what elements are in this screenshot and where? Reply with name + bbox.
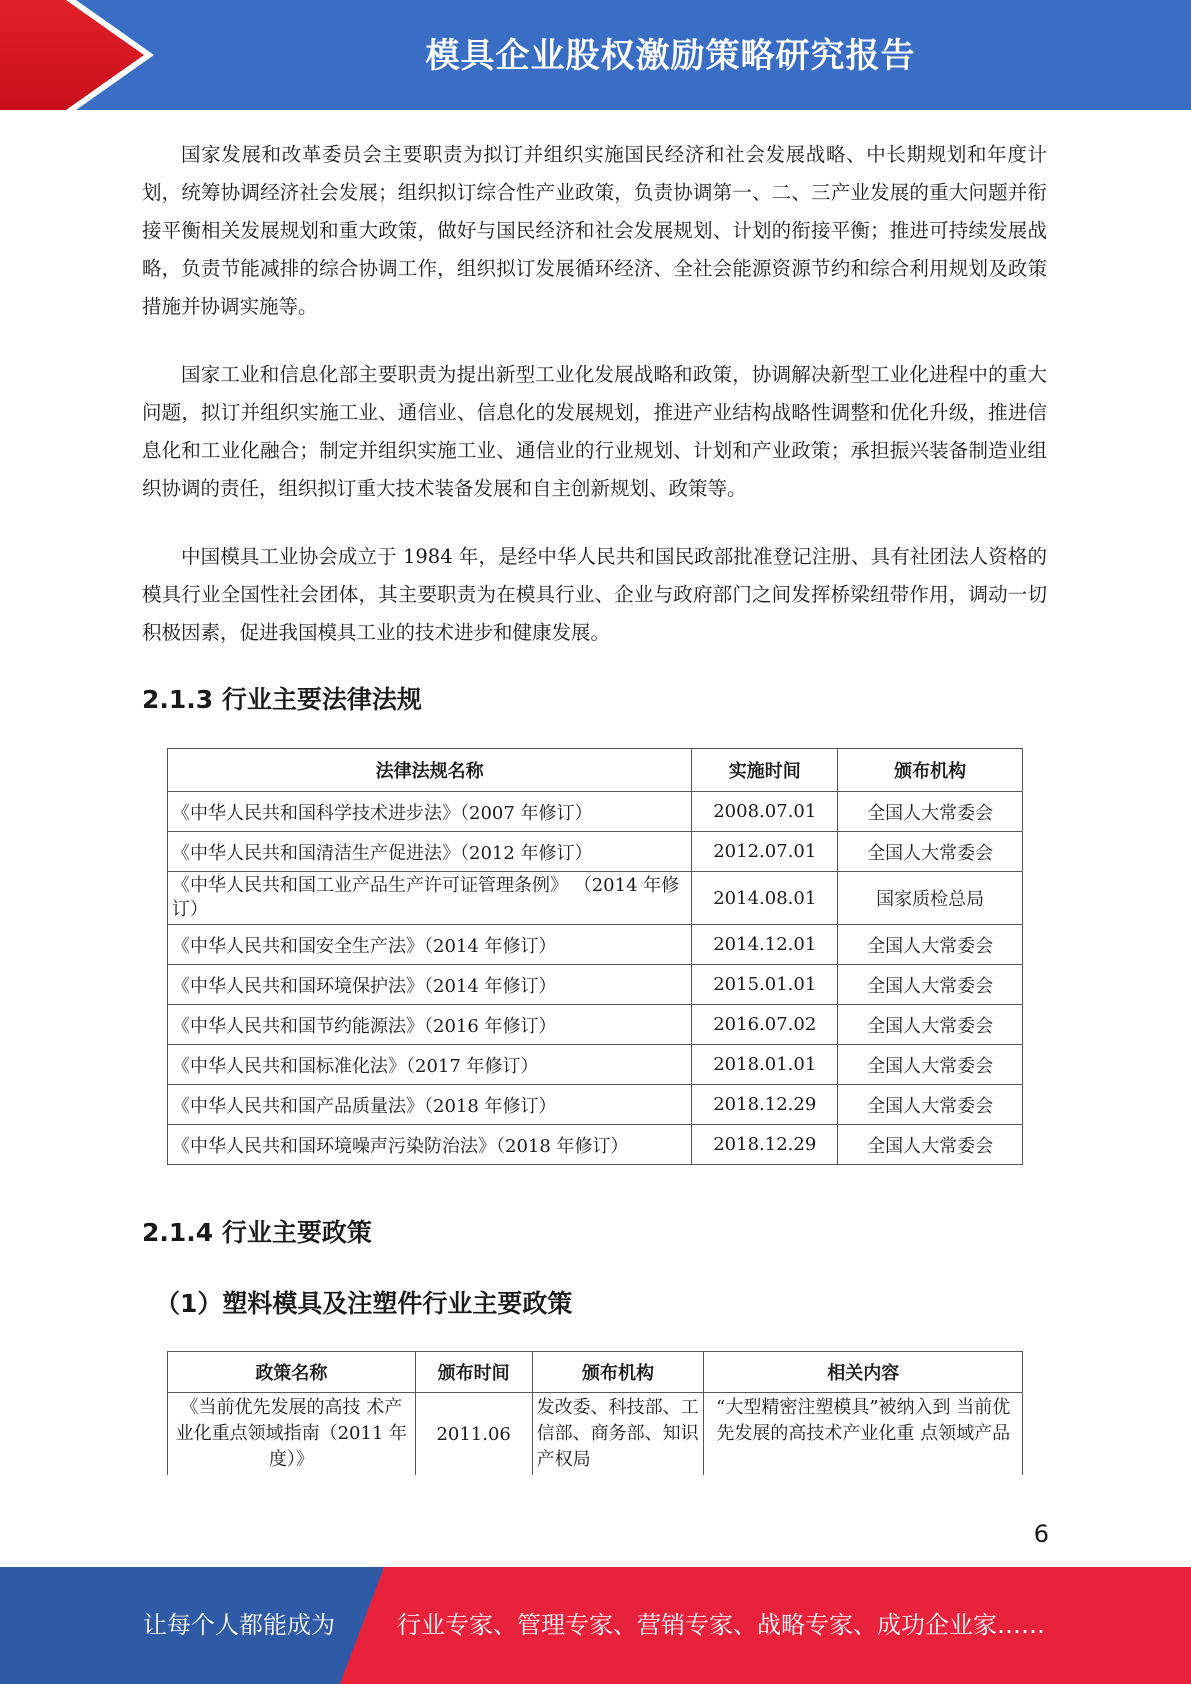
- paragraph-ndrc: 国家发展和改革委员会主要职责为拟订并组织实施国民经济和社会发展战略、中长期规划和年度计划，统筹协调经济社会发展；组织拟订综合性产业政策，负责协调第一、二、三产业发展的重大问题并衔接平衡相关发展规划和重大政策，做好与国民经济和社会发展规划、计划的衔接平衡；推进可持续发展战略，负责节能减排的综合协调工作，组织拟订发展循环经济、全社会能源资源节约和综合利用规划及政策措施并协调实施等。: [142, 143, 1047, 318]
- effective-date: 2015.01.01: [692, 965, 838, 1005]
- law-name: 《中华人民共和国产品质量法》（2018 年修订）: [168, 1085, 692, 1125]
- paragraph-mould-association: 中国模具工业协会成立于 1984 年，是经中华人民共和国民政部批准登记注册、具有社团法人资格的模具行业全国性社会团体，其主要职责为在模具行业、企业与政府部门之间发挥桥梁纽带作用，调动一切积极因素，促进我国模具工业的技术进步和健康发展。: [142, 545, 1047, 644]
- column-header: 颁布机构: [532, 1352, 704, 1393]
- effective-date: 2018.12.29: [692, 1085, 838, 1125]
- effective-date: 2008.07.01: [692, 792, 838, 832]
- policy-issuer: 发改委、科技部、工信部、商务部、知识产权局: [532, 1393, 704, 1476]
- policy-table: [167, 1351, 1023, 1475]
- effective-date: 2014.12.01: [692, 925, 838, 965]
- issuing-body: 全国人大常委会: [838, 1005, 1023, 1045]
- table-row: [168, 1045, 1023, 1085]
- header-red-arrow: [0, 0, 152, 110]
- policy-content: “大型精密注塑模具”被纳入到 当前优先发展的高技术产业化重 点领域产品: [704, 1393, 1023, 1476]
- law-name: 《中华人民共和国节约能源法》（2016 年修订）: [168, 1005, 692, 1045]
- effective-date: 2014.08.01: [692, 872, 838, 925]
- issuing-body: 全国人大常委会: [838, 1125, 1023, 1165]
- column-header: 颁布机构: [838, 749, 1023, 792]
- law-name: 《中华人民共和国清洁生产促进法》（2012 年修订）: [168, 832, 692, 872]
- footer-slogan-right: 行业专家、管理专家、营销专家、战略专家、成功企业家……: [397, 1611, 1045, 1639]
- table-row: [168, 965, 1023, 1005]
- table-row: [168, 1125, 1023, 1165]
- issuing-body: 全国人大常委会: [838, 1045, 1023, 1085]
- issuing-body: 全国人大常委会: [838, 1085, 1023, 1125]
- issuing-body: 全国人大常委会: [838, 925, 1023, 965]
- footer-slogan-left: 让每个人都能成为: [143, 1611, 335, 1639]
- policy-name: 《当前优先发展的高技 术产业化重点领域指南（2011 年度）》: [168, 1393, 416, 1476]
- column-header: 颁布时间: [415, 1352, 532, 1393]
- table-row: [168, 792, 1023, 832]
- body-text: [142, 136, 1047, 682]
- law-name: 《中华人民共和国工业产品生产许可证管理条例》 （2014 年修订）: [168, 872, 692, 925]
- page-number: 6: [1033, 1520, 1049, 1548]
- policy-date: 2011.06: [415, 1393, 532, 1476]
- subsection-heading-plastic-moulds: （1）塑料模具及注塑件行业主要政策: [155, 1289, 573, 1318]
- laws-table: [167, 748, 1023, 1165]
- issuing-body: 全国人大常委会: [838, 792, 1023, 832]
- law-name: 《中华人民共和国科学技术进步法》（2007 年修订）: [168, 792, 692, 832]
- issuing-body: 全国人大常委会: [838, 965, 1023, 1005]
- effective-date: 2016.07.02: [692, 1005, 838, 1045]
- table-row: [168, 832, 1023, 872]
- table-row: [168, 925, 1023, 965]
- page-header: [0, 0, 1191, 110]
- section-heading-laws: 2.1.3 行业主要法律法规: [142, 685, 422, 714]
- document-title: 模具企业股权激励策略研究报告: [425, 36, 916, 76]
- column-header: 实施时间: [692, 749, 838, 792]
- table-row: [168, 1393, 1023, 1476]
- law-name: 《中华人民共和国环境噪声污染防治法》（2018 年修订）: [168, 1125, 692, 1165]
- column-header: 政策名称: [168, 1352, 416, 1393]
- effective-date: 2012.07.01: [692, 832, 838, 872]
- table-row: [168, 872, 1023, 925]
- law-name: 《中华人民共和国安全生产法》（2014 年修订）: [168, 925, 692, 965]
- paragraph-miit: 国家工业和信息化部主要职责为提出新型工业化发展战略和政策，协调解决新型工业化进程中的重大问题，拟订并组织实施工业、通信业、信息化的发展规划，推进产业结构战略性调整和优化升级，推进信息化和工业化融合；制定并组织实施工业、通信业的行业规划、计划和产业政策；承担振兴装备制造业组织协调的责任，组织拟订重大技术装备发展和自主创新规划、政策等。: [142, 363, 1047, 500]
- law-name: 《中华人民共和国标准化法》（2017 年修订）: [168, 1045, 692, 1085]
- section-heading-policies: 2.1.4 行业主要政策: [142, 1218, 372, 1247]
- table-row: [168, 1085, 1023, 1125]
- effective-date: 2018.12.29: [692, 1125, 838, 1165]
- issuing-body: 国家质检总局: [838, 872, 1023, 925]
- effective-date: 2018.01.01: [692, 1045, 838, 1085]
- table-row: [168, 1005, 1023, 1045]
- table-header-row: [168, 1352, 1023, 1393]
- issuing-body: 全国人大常委会: [838, 832, 1023, 872]
- column-header: 法律法规名称: [168, 749, 692, 792]
- page-footer: [0, 1567, 1191, 1684]
- column-header: 相关内容: [704, 1352, 1023, 1393]
- law-name: 《中华人民共和国环境保护法》（2014 年修订）: [168, 965, 692, 1005]
- table-header-row: [168, 749, 1023, 792]
